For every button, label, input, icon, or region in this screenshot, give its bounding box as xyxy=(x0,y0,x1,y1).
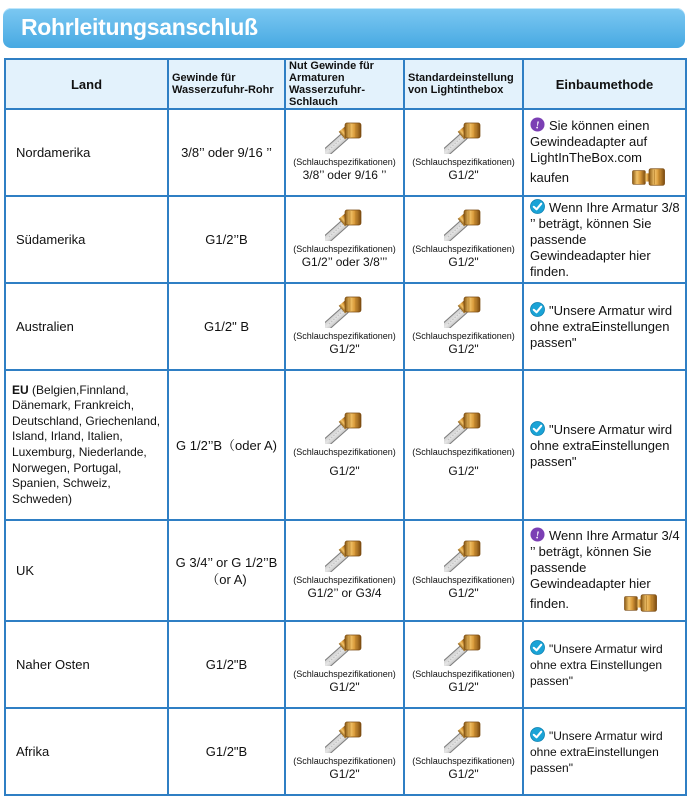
hose-fitting-icon xyxy=(325,296,365,328)
gewinde-cell: G1/2’’B xyxy=(168,196,285,283)
hose-fitting-icon xyxy=(444,209,484,241)
standard-value: G1/2" xyxy=(448,463,479,478)
hose-fitting-icon xyxy=(325,721,365,753)
gewinde-cell: G 1/2’’B（oder A) xyxy=(168,370,285,520)
check-badge-icon xyxy=(530,421,545,436)
hose-fitting-icon xyxy=(444,296,484,328)
nut-cell xyxy=(285,621,404,708)
standard-cell xyxy=(404,621,523,708)
nut-cell xyxy=(285,708,404,795)
table-row xyxy=(5,370,686,520)
check-badge-icon xyxy=(530,302,545,317)
hose-fitting-icon xyxy=(325,122,365,154)
spec-label: (Schlauchspezifikationen) xyxy=(412,157,515,167)
hose-fitting-icon xyxy=(444,721,484,753)
header-standard: Standardeinstellung von Lightinthebox xyxy=(404,59,523,109)
table-row xyxy=(5,621,686,708)
table-row xyxy=(5,520,686,621)
header-nut: Nut Gewinde für Armaturen Wasserzufuhr-Schlauch xyxy=(285,59,404,109)
einbau-cell xyxy=(523,283,686,370)
nut-value: G1/2’’ oder 3/8’’’ xyxy=(301,255,388,269)
spec-label: (Schlauchspezifikationen) xyxy=(412,446,515,457)
hose-fitting-icon xyxy=(444,412,484,444)
standard-cell xyxy=(404,520,523,621)
standard-cell xyxy=(404,109,523,196)
einbau-text: "Unsere Armatur wird ohne extraEinstellungen passen" xyxy=(530,421,673,469)
standard-value: G1/2" xyxy=(448,342,479,356)
standard-cell xyxy=(404,370,523,520)
nut-value: G1/2’’ or G3/4 xyxy=(307,586,382,600)
check-badge-icon xyxy=(530,727,545,742)
nut-value: G1/2" xyxy=(329,463,360,478)
einbau-text: Sie können einen Gewindeadapter auf LightInTheBox.com kaufen xyxy=(530,118,650,185)
spec-label: (Schlauchspezifikationen) xyxy=(412,669,515,679)
standard-cell xyxy=(404,196,523,283)
einbau-text: "Unsere Armatur wird ohne extra Einstellungen passen" xyxy=(530,642,663,688)
land-cell: Afrika xyxy=(5,708,168,795)
nut-cell xyxy=(285,109,404,196)
land-cell: UK xyxy=(5,520,168,621)
standard-cell xyxy=(404,283,523,370)
hose-fitting-icon xyxy=(444,122,484,154)
header-land: Land xyxy=(5,59,168,109)
land-eu-countries: (Belgien,Finnland, Dänemark, Frankreich, Deutschland, Griechenland, Island, Irland, Italien, Luxemburg, Niederlande, Norwegen, Portugal, Spanien, Schweiz, Schweden) xyxy=(12,382,161,506)
nut-value: G1/2" xyxy=(329,342,360,356)
page-title: Rohrleitungsanschluß xyxy=(21,14,258,40)
connection-table xyxy=(4,58,687,796)
check-badge-icon xyxy=(530,199,545,214)
gewinde-cell: G1/2" B xyxy=(168,283,285,370)
adapter-icon xyxy=(629,166,669,188)
land-eu-label: EU xyxy=(12,382,29,397)
header-row xyxy=(5,59,686,109)
standard-value: G1/2" xyxy=(448,586,479,600)
spec-label: (Schlauchspezifikationen) xyxy=(293,446,396,457)
nut-value: 3/8’’ oder 9/16 ’’ xyxy=(302,168,387,182)
gewinde-cell: G1/2"B xyxy=(168,621,285,708)
einbau-text: Wenn Ihre Armatur 3/8 ’’ beträgt, können Sie passende Gewindeadapter hier finden. xyxy=(530,200,680,279)
einbau-text: Wenn Ihre Armatur 3/4 ’’ beträgt, können Sie passende Gewindeadapter hier finden. xyxy=(530,528,680,611)
hose-fitting-icon xyxy=(325,540,365,572)
einbau-cell xyxy=(523,196,686,283)
adapter-icon xyxy=(621,592,661,614)
nut-cell xyxy=(285,196,404,283)
einbau-cell xyxy=(523,621,686,708)
spec-label: (Schlauchspezifikationen) xyxy=(293,244,396,254)
hose-fitting-icon xyxy=(444,540,484,572)
spec-label: (Schlauchspezifikationen) xyxy=(293,575,396,585)
standard-value: G1/2" xyxy=(448,255,479,269)
standard-cell xyxy=(404,708,523,795)
check-badge-icon xyxy=(530,640,545,655)
einbau-text: "Unsere Armatur wird ohne extraEinstellungen passen" xyxy=(530,303,673,350)
land-cell: Südamerika xyxy=(5,196,168,283)
hose-fitting-icon xyxy=(325,634,365,666)
land-cell xyxy=(5,370,168,520)
spec-label: (Schlauchspezifikationen) xyxy=(412,575,515,585)
gewinde-cell: 3/8’’ oder 9/16 ’’ xyxy=(168,109,285,196)
gewinde-cell: G 3/4’’ or G 1/2’’B（or A) xyxy=(168,520,285,621)
land-cell: Australien xyxy=(5,283,168,370)
nut-cell xyxy=(285,370,404,520)
spec-label: (Schlauchspezifikationen) xyxy=(293,756,396,766)
land-cell: Naher Osten xyxy=(5,621,168,708)
einbau-text: "Unsere Armatur wird ohne extraEinstellungen passen" xyxy=(530,729,663,775)
hose-fitting-icon xyxy=(325,412,365,444)
nut-value: G1/2" xyxy=(329,767,360,781)
nut-cell xyxy=(285,283,404,370)
spec-label: (Schlauchspezifikationen) xyxy=(293,157,396,167)
standard-value: G1/2" xyxy=(448,767,479,781)
table-row xyxy=(5,283,686,370)
spec-label: (Schlauchspezifikationen) xyxy=(293,331,396,341)
spec-label: (Schlauchspezifikationen) xyxy=(412,756,515,766)
info-badge-icon xyxy=(530,117,545,132)
header-einbau: Einbaumethode xyxy=(523,59,686,109)
einbau-cell xyxy=(523,708,686,795)
nut-value: G1/2" xyxy=(329,680,360,694)
standard-value: G1/2" xyxy=(448,680,479,694)
spec-label: (Schlauchspezifikationen) xyxy=(412,244,515,254)
spec-label: (Schlauchspezifikationen) xyxy=(412,331,515,341)
hose-fitting-icon xyxy=(325,209,365,241)
land-cell: Nordamerika xyxy=(5,109,168,196)
einbau-cell xyxy=(523,520,686,621)
table-row xyxy=(5,196,686,283)
gewinde-cell: G1/2"B xyxy=(168,708,285,795)
table-row xyxy=(5,109,686,196)
standard-value: G1/2" xyxy=(448,168,479,182)
info-badge-icon xyxy=(530,527,545,542)
einbau-cell xyxy=(523,370,686,520)
title-bar xyxy=(3,8,685,48)
einbau-cell xyxy=(523,109,686,196)
spec-label: (Schlauchspezifikationen) xyxy=(293,669,396,679)
header-gewinde: Gewinde für Wasserzufuhr-Rohr xyxy=(168,59,285,109)
hose-fitting-icon xyxy=(444,634,484,666)
table-row xyxy=(5,708,686,795)
nut-cell xyxy=(285,520,404,621)
